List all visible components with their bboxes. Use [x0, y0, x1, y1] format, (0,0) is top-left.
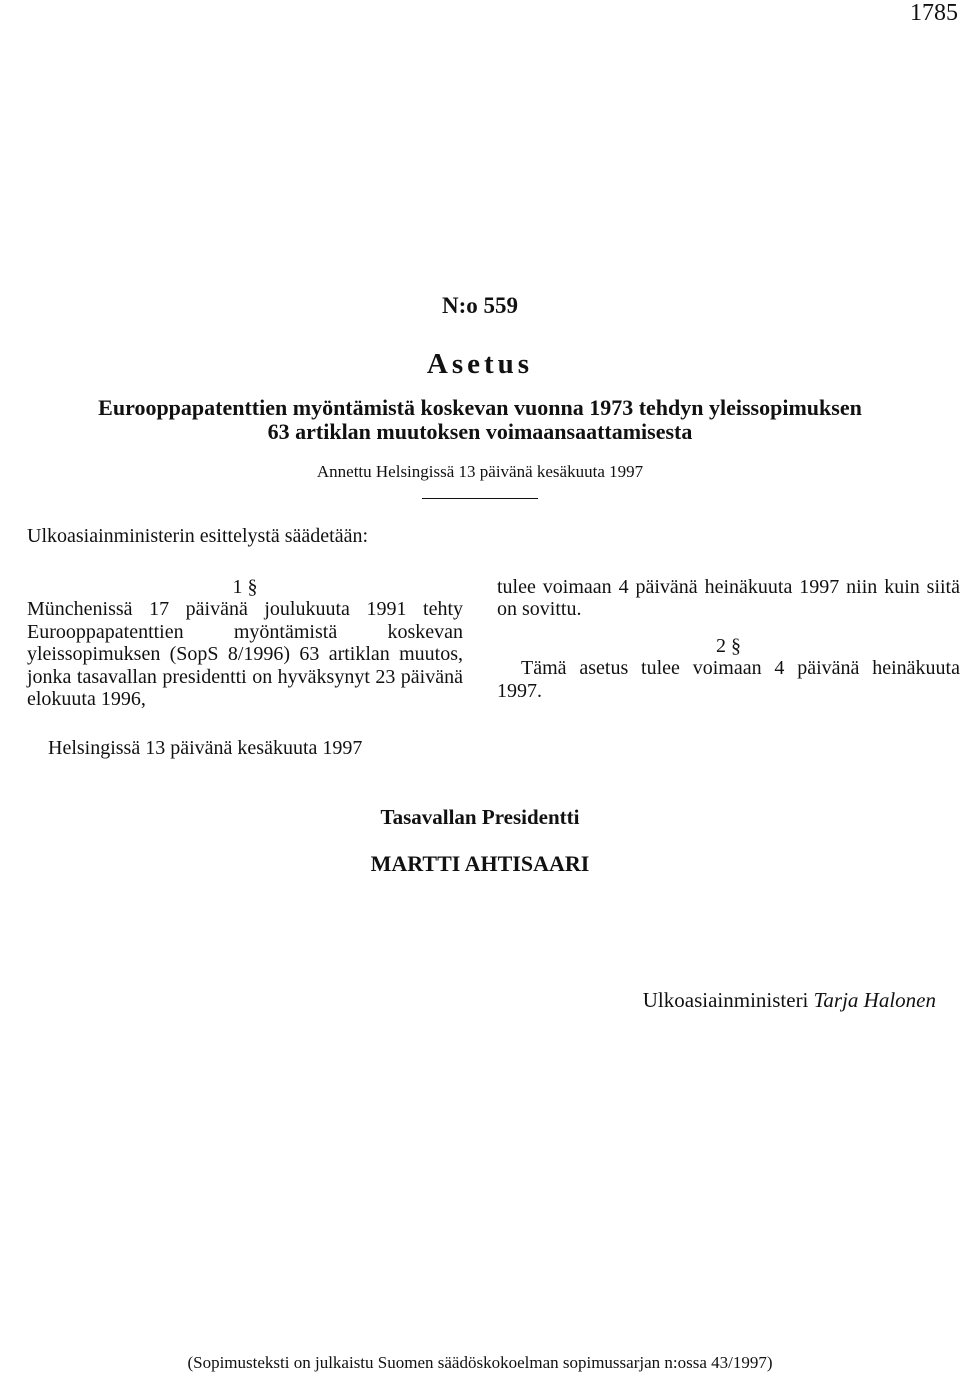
footer-note: (Sopimusteksti on julkaistu Suomen säädöskokoelman sopimussarjan n:ossa 43/1997)	[187, 1353, 773, 1372]
minister-name: Tarja Halonen	[813, 988, 936, 1012]
section-2-text: Tämä asetus tulee voimaan 4 päivänä heinäkuuta 1997.	[497, 657, 960, 702]
document-title-line-2: 63 artiklan muutoksen voimaansaattamisesta	[267, 419, 693, 444]
left-column	[27, 576, 463, 710]
statute-number: N:o 559	[441, 293, 519, 318]
document-title	[0, 396, 960, 444]
section-1-text-part-2: tulee voimaan 4 päivänä heinäkuuta 1997 niin kuin siitä on sovittu.	[497, 576, 960, 621]
document-title-line-1: Eurooppapatenttien myöntämistä koskevan vuonna 1973 tehdyn yleissopimuksen	[98, 395, 862, 420]
preamble: Ulkoasiainministerin esittelystä säädetään:	[27, 525, 369, 547]
president-title: Tasavallan Presidentti	[380, 805, 580, 829]
right-column	[497, 576, 960, 702]
signing-place-date: Helsingissä 13 päivänä kesäkuuta 1997	[48, 737, 363, 759]
section-2-heading: 2 §	[716, 634, 741, 657]
minister-signature	[643, 988, 936, 1013]
document-type: Asetus	[426, 348, 534, 380]
section-1-text-part-1: Münchenissä 17 päivänä joulukuuta 1991 tehty Eurooppapatenttien myöntämistä koskevan yleissopimuksen (SopS 8/1996) 63 artiklan muutos, jonka tasavallan presidentti on hyväksynyt 23 päivänä elokuuta 1996,	[27, 598, 463, 711]
president-name: MARTTI AHTISAARI	[370, 851, 590, 876]
issued-date: Annettu Helsingissä 13 päivänä kesäkuuta 1997	[316, 462, 644, 481]
minister-title: Ulkoasiainministeri	[642, 988, 809, 1012]
page-number: 1785	[910, 0, 958, 26]
section-1-heading: 1 §	[232, 576, 258, 598]
divider	[422, 498, 538, 499]
